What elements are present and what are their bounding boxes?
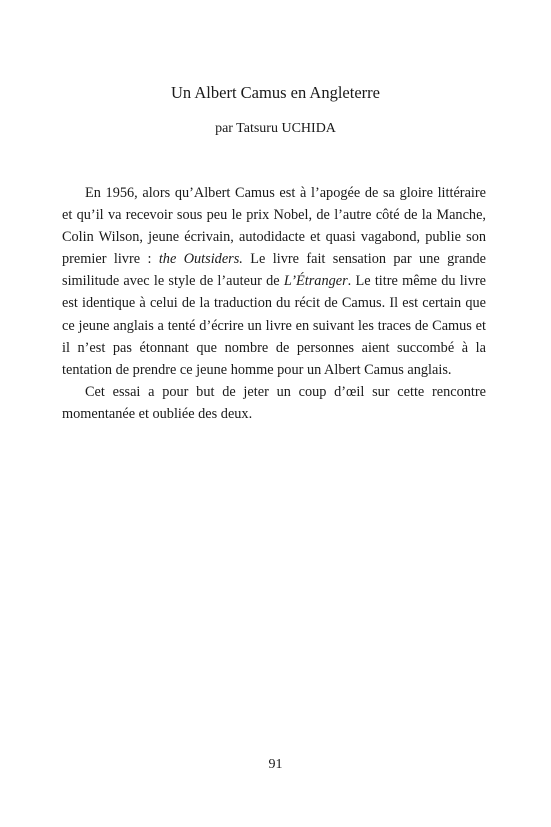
article-title: Un Albert Camus en Angleterre bbox=[171, 83, 380, 102]
book-title-etranger: L’Étranger bbox=[283, 273, 348, 290]
book-title-outsiders: the Outsiders. bbox=[158, 251, 243, 268]
paragraph-1-part-2: Le livre fait sensation par une grande similitude avec le style de l’auteur de bbox=[62, 251, 486, 290]
paragraph-1-part-3: . Le titre même du livre est identique à celui de la traduction du récit de Camus. Il est certain que ce jeune anglais a tenté d’écrire un livre en suivant les traces de Camus et il n’est pas étonnant que nombre de personnes aient succombé à la tentation de prendre ce jeune homme pour un Albert Camus anglais. bbox=[62, 273, 487, 378]
paragraph-2: Cet essai a pour but de jeter un coup d’œil sur cette rencontre momentanée et oubliée des deux. bbox=[62, 383, 486, 422]
page-number: 91 bbox=[268, 757, 283, 772]
paragraph-1-part-1: En 1956, alors qu’Albert Camus est à l’apogée de sa gloire littéraire et qu’il va recevoir sous peu le prix Nobel, de l’autre côté de la Manche, Colin Wilson, jeune écrivain, autodidacte et quasi vagabond, publie son premier livre : bbox=[62, 185, 486, 268]
author-line: par Tatsuru UCHIDA bbox=[215, 121, 336, 136]
paragraph-1 bbox=[62, 182, 486, 381]
article-body bbox=[62, 182, 486, 425]
